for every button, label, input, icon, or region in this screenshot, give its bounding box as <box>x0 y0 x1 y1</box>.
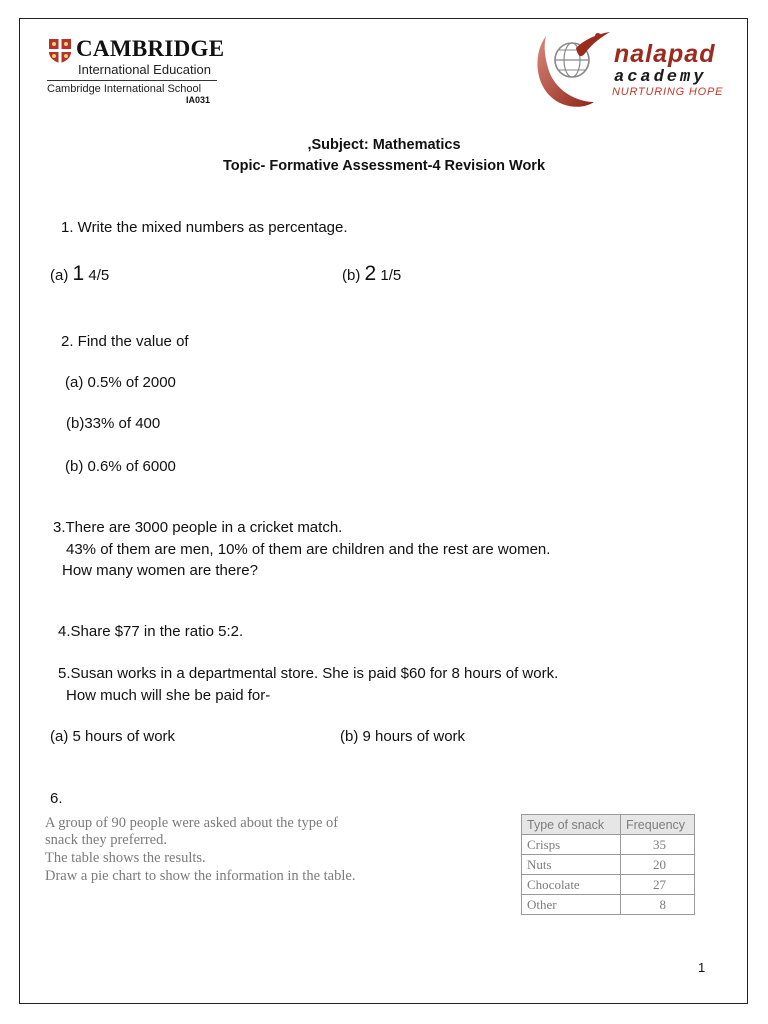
cambridge-divider <box>47 80 217 81</box>
question-2b: (b)33% of 400 <box>66 415 161 432</box>
question-1b <box>342 262 401 286</box>
topic-heading: Topic- Formative Assessment-4 Revision Work <box>222 158 546 174</box>
question-2: 2. Find the value of <box>61 333 189 350</box>
table-cell-frequency: 20 <box>621 855 695 875</box>
nalapad-tagline: NURTURING HOPE <box>612 86 724 98</box>
table-cell-snack: Chocolate <box>522 875 621 895</box>
nalapad-wordmark: nalapad <box>614 40 716 68</box>
cambridge-school-code: IA031 <box>186 95 211 105</box>
table-cell-snack: Nuts <box>522 855 621 875</box>
question-5b: (b) 9 hours of work <box>340 728 466 745</box>
question-3-line-3: How many women are there? <box>62 562 258 579</box>
question-6-number: 6. <box>50 790 63 807</box>
table-header-snack: Type of snack <box>522 815 621 835</box>
table-cell-snack: Crisps <box>522 835 621 855</box>
question-6-line-3: The table shows the results. <box>45 850 206 866</box>
snack-frequency-table <box>521 814 695 915</box>
table-row <box>522 895 695 915</box>
table-row <box>522 835 695 855</box>
q1b-whole: 2 <box>364 262 377 285</box>
table-row <box>522 875 695 895</box>
nalapad-academy: academy <box>614 68 707 87</box>
nalapad-logo-icon <box>532 28 616 110</box>
question-1a <box>50 262 109 286</box>
q1a-fraction: 4/5 <box>88 267 110 284</box>
cambridge-school-name: Cambridge International School <box>47 83 202 95</box>
table-header-frequency: Frequency <box>621 815 695 835</box>
cambridge-wordmark: CAMBRIDGE <box>76 36 225 61</box>
q1b-label: (b) <box>342 267 361 284</box>
q1b-fraction: 1/5 <box>380 267 402 284</box>
table-cell-frequency: 8 <box>621 895 695 915</box>
question-3-line-2: 43% of them are men, 10% of them are children and the rest are women. <box>66 541 551 558</box>
question-2a: (a) 0.5% of 2000 <box>65 374 176 391</box>
question-5-line-2: How much will she be paid for- <box>66 687 271 704</box>
question-6-line-2: snack they preferred. <box>45 832 167 848</box>
question-2c: (b) 0.6% of 6000 <box>65 458 176 475</box>
cambridge-subtitle: International Education <box>78 62 211 77</box>
page-number: 1 <box>698 960 706 975</box>
question-6-line-1: A group of 90 people were asked about the type of <box>45 815 339 831</box>
question-6-line-4: Draw a pie chart to show the information in the table. <box>45 868 356 884</box>
table-row <box>522 855 695 875</box>
table-cell-frequency: 27 <box>621 875 695 895</box>
question-3-line-1: 3.There are 3000 people in a cricket match. <box>53 519 343 536</box>
cambridge-shield-icon <box>48 38 72 64</box>
question-5-line-1: 5.Susan works in a departmental store. She is paid $60 for 8 hours of work. <box>58 665 559 682</box>
table-header-row <box>522 815 695 835</box>
question-4: 4.Share $77 in the ratio 5:2. <box>58 623 244 640</box>
question-1: 1. Write the mixed numbers as percentage. <box>61 219 348 236</box>
table-cell-snack: Other <box>522 895 621 915</box>
q1a-whole: 1 <box>72 262 85 285</box>
q1a-label: (a) <box>50 267 69 284</box>
subject-heading: ,Subject: Mathematics <box>307 137 461 153</box>
question-5a: (a) 5 hours of work <box>50 728 176 745</box>
table-cell-frequency: 35 <box>621 835 695 855</box>
